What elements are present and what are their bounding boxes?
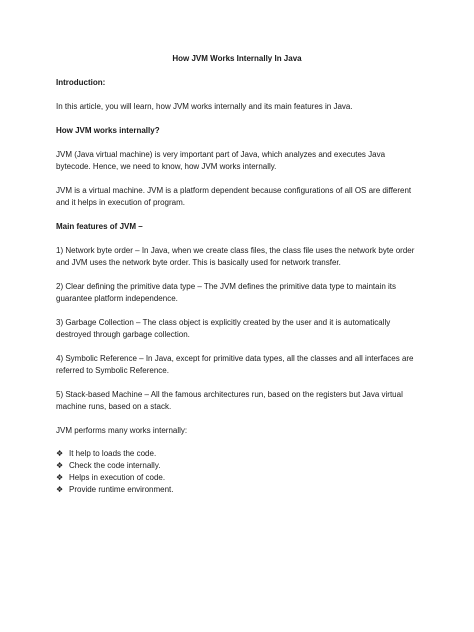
feature-network-byte-order: 1) Network byte order – In Java, when we create class files, the class file uses the network byte order and JVM uses the network byte order. This is basically used for network transfer. xyxy=(56,246,415,267)
intro-heading: Introduction: xyxy=(56,78,106,87)
feature-stack-based-machine: 5) Stack-based Machine – All the famous architectures run, based on the registers but Java virtual machine runs, based on a stack. xyxy=(56,390,403,411)
features-heading: Main features of JVM – xyxy=(56,222,143,231)
document-content xyxy=(56,53,418,496)
document-title: How JVM Works Internally In Java xyxy=(172,54,302,63)
diamond-bullet-icon: ❖ xyxy=(56,461,64,470)
how-paragraph-1: JVM (Java virtual machine) is very important part of Java, which analyzes and executes Java bytecode. Hence, we need to know, how JVM works internally. xyxy=(56,150,386,171)
diamond-bullet-icon: ❖ xyxy=(56,449,64,458)
how-heading: How JVM works internally? xyxy=(56,126,160,135)
diamond-bullet-icon: ❖ xyxy=(56,485,64,494)
feature-primitive-data-type: 2) Clear defining the primitive data type – The JVM defines the primitive data type to maintain its guarantee platform independence. xyxy=(56,282,397,303)
list-item-text: It help to loads the code. xyxy=(69,449,157,458)
intro-paragraph: In this article, you will learn, how JVM works internally and its main features in Java. xyxy=(56,102,353,111)
bullet-list xyxy=(56,448,418,496)
how-paragraph-2: JVM is a virtual machine. JVM is a platform dependent because configurations of all OS are different and it helps in execution of program. xyxy=(56,186,412,207)
diamond-bullet-icon: ❖ xyxy=(56,473,64,482)
list-item xyxy=(56,472,418,484)
list-item xyxy=(56,484,418,496)
list-item-text: Provide runtime environment. xyxy=(69,485,174,494)
list-item-text: Check the code internally. xyxy=(69,461,161,470)
feature-garbage-collection: 3) Garbage Collection – The class object is explicitly created by the user and it is automatically destroyed through garbage collection. xyxy=(56,318,391,339)
feature-symbolic-reference: 4) Symbolic Reference – In Java, except for primitive data types, all the classes and all interfaces are referred to Symbolic Reference. xyxy=(56,354,414,375)
performs-paragraph: JVM performs many works internally: xyxy=(56,426,188,435)
list-item xyxy=(56,460,418,472)
list-item-text: Helps in execution of code. xyxy=(69,473,166,482)
list-item xyxy=(56,448,418,460)
